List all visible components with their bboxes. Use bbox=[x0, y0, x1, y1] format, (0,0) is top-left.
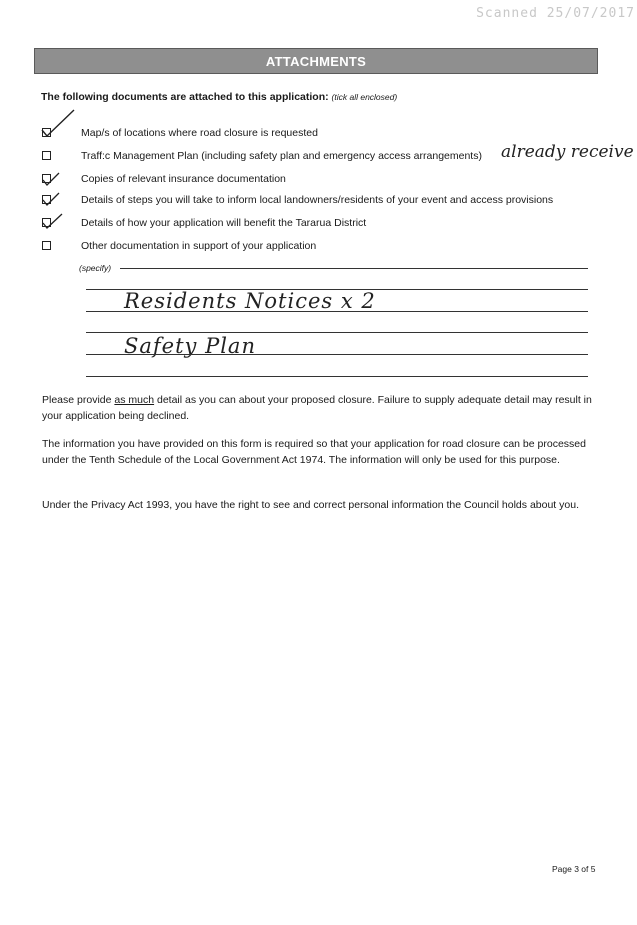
checkbox[interactable] bbox=[42, 128, 51, 137]
checkbox[interactable] bbox=[42, 195, 51, 204]
specify-line bbox=[86, 311, 588, 312]
scan-stamp: Scanned 25/07/2017 bbox=[476, 6, 635, 21]
paragraph-purpose: The information you have provided on this form is required so that your application for road closure can be processed under the Tenth Schedule of the Local Government Act 1974. The information will only be used for this purpose. bbox=[42, 438, 586, 466]
paragraph-privacy: Under the Privacy Act 1993, you have the right to see and correct personal information the Council holds about you. bbox=[42, 499, 579, 511]
page-number: Page 3 of 5 bbox=[552, 864, 596, 874]
checklist-label: Details of how your application will benefit the Tararua District bbox=[81, 217, 367, 229]
intro-text bbox=[41, 91, 397, 103]
specify-line bbox=[120, 268, 588, 269]
checkbox[interactable] bbox=[42, 241, 51, 250]
intro-hint: (tick all enclosed) bbox=[331, 92, 398, 102]
handwritten-specify-2: Safety Plan bbox=[124, 334, 256, 358]
checklist-label: Map/s of locations where road closure is requested bbox=[81, 127, 318, 139]
intro-label: The following documents are attached to this application: bbox=[41, 91, 332, 103]
checkbox[interactable] bbox=[42, 174, 51, 183]
section-header bbox=[34, 48, 598, 74]
section-title: ATTACHMENTS bbox=[265, 53, 367, 69]
checklist-label: Traff:c Management Plan (including safety plan and emergency access arrangements) bbox=[81, 150, 482, 162]
specify-line bbox=[86, 376, 588, 377]
specify-line bbox=[86, 332, 588, 333]
checklist-label: Details of steps you will take to inform local landowners/residents of your event and access provisions bbox=[81, 194, 554, 206]
checkbox[interactable] bbox=[42, 218, 51, 227]
handwritten-specify-1: Residents Notices x 2 bbox=[124, 289, 376, 313]
paragraph-text: Please provide bbox=[42, 394, 115, 406]
checklist-label: Other documentation in support of your application bbox=[81, 240, 317, 252]
underlined-text: as much bbox=[114, 394, 155, 406]
checklist-label: Copies of relevant insurance documentation bbox=[81, 173, 286, 185]
checkbox[interactable] bbox=[42, 151, 51, 160]
specify-label: (specify) bbox=[79, 263, 112, 273]
paragraph-detail bbox=[42, 392, 594, 424]
handwritten-note: already receive bbox=[501, 142, 634, 162]
paragraph-text: detail as you can about your proposed closure. Failure to supply adequate detail may result in your application being declined. bbox=[42, 394, 592, 422]
specify-line bbox=[86, 354, 588, 355]
